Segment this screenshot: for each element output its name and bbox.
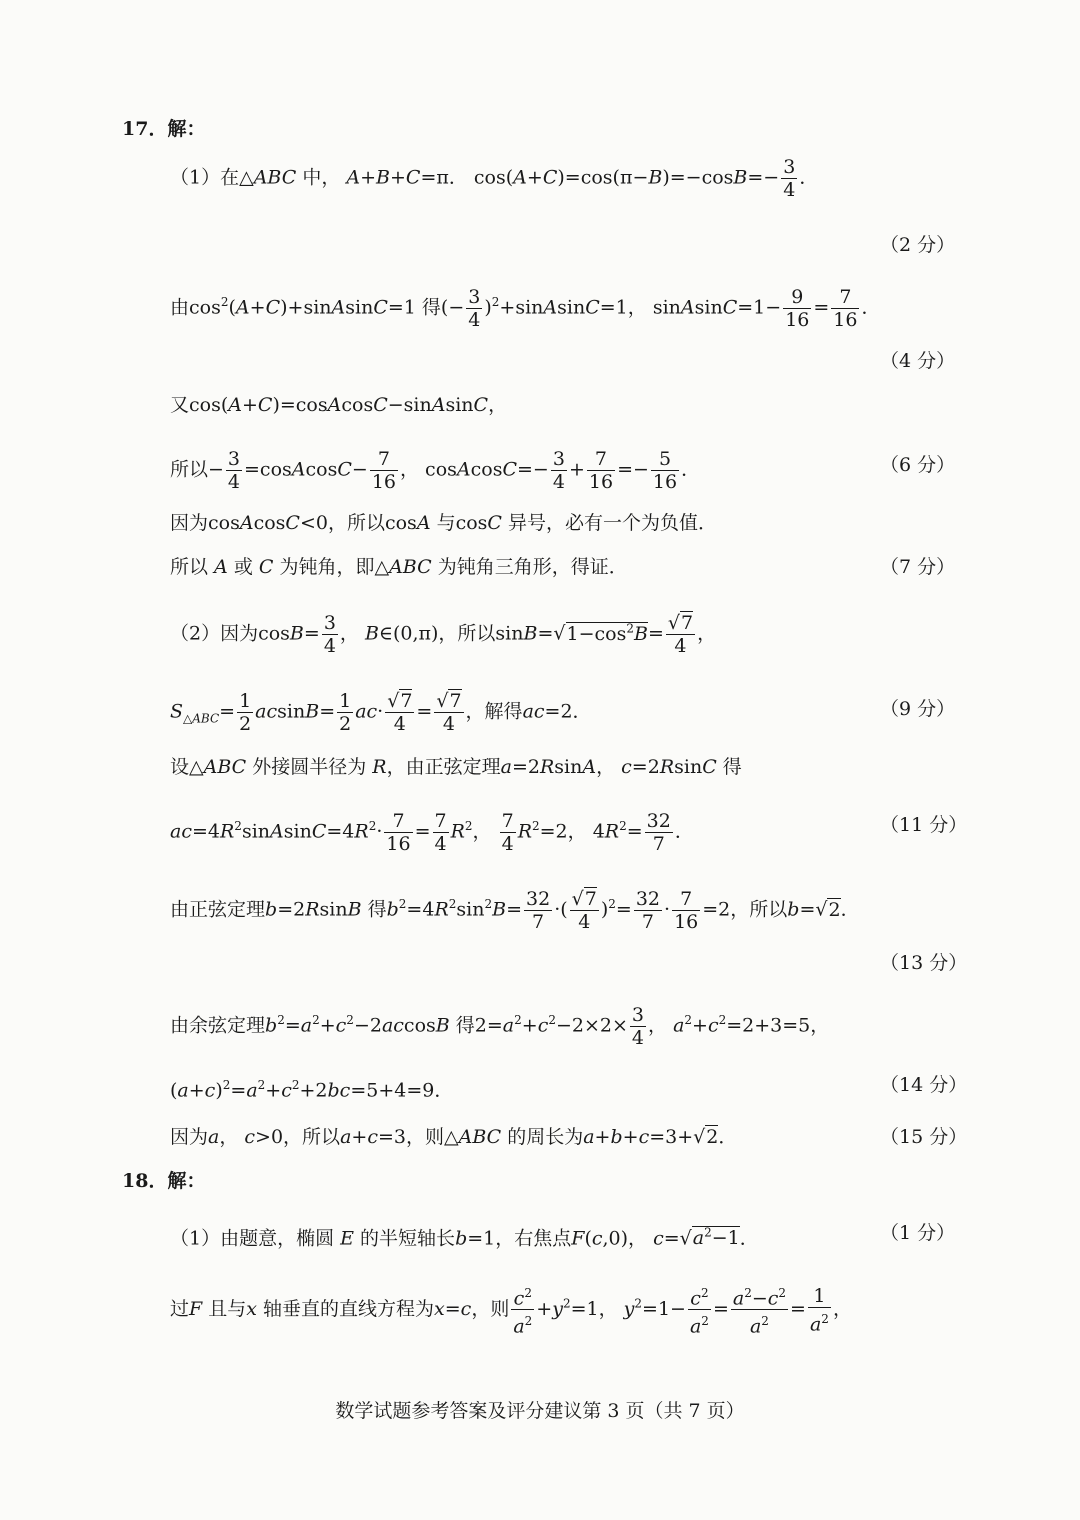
- p17-line-14: 因为a， c>0，所以a+c=3，则△ABC 的周长为a+b+c=3+√2．: [170, 1126, 738, 1148]
- p17-line-10: $ac=4R^2sinAsinC=4R^2\cdot$ $\frac{7}{16}$ = $\frac{7}{4}$ $R^2$， $\frac{7}{4}$ $R^2=2$， $4R^2=$ $\frac{32}{7}$ ．: [170, 810, 694, 855]
- p17-line-8: $S_{\triangle ABC}=$ $\frac{1}{2}$ acsinB= $\frac{1}{2}$ ac· $\frac{√7}{4}$ = $\frac{√7}{4}$ ，解得ac=2．: [170, 690, 592, 735]
- p17-score-7: （13 分）: [880, 952, 968, 974]
- p17-score-5: （9 分）: [880, 698, 956, 720]
- problem-17-heading: 17．解：: [122, 118, 206, 140]
- p18-line-1: （1）由题意，椭圆 E 的半短轴长b=1，右焦点F(c,0)， $c=√a^2-1$．: [170, 1226, 759, 1250]
- p17-line-4: 所以− $\frac{3}{4}$ =cosAcosC− $\frac{7}{16}$ ， cosAcosC=− $\frac{3}{4}$ + $\frac{7}{16}$ =− $\frac{5}{16}$ ．: [170, 448, 701, 493]
- p17-score-2: （4 分）: [880, 350, 956, 372]
- p17-line-13: $(a+c)^2=a^2+c^2+2bc=5+4=9$．: [170, 1078, 454, 1102]
- p17-line-3: 又cos(A+C)=cosAcosC−sinAsinC，: [170, 394, 508, 416]
- problem-18-heading: 18．解：: [122, 1170, 206, 1192]
- p17-score-9: （15 分）: [880, 1126, 968, 1148]
- p17-score-1: （2 分）: [880, 234, 956, 256]
- p17-line-9: 设△ABC 外接圆半径为 R，由正弦定理a=2RsinA， c=2RsinC 得: [170, 756, 742, 778]
- p17-score-6: （11 分）: [880, 814, 968, 836]
- page-footer: 数学试题参考答案及评分建议第 3 页（共 7 页）: [335, 1400, 745, 1422]
- p17-line-2: 由$\cos^2(A+C)+sinAsinC=1$ 得(− $\frac{3}{4}$ )$^2$+sinAsinC=1， sinAsinC=1− $\frac{9}{16}$ = $\frac{7}{16}$ ．: [170, 286, 881, 331]
- p17-score-4: （7 分）: [880, 556, 956, 578]
- p17-line-1: （1）在△ABC 中， A+B+C=π． cos(A+C)=cos(π−B)=−cosB=− $\frac{3}{4}$ ．: [170, 156, 819, 201]
- p17-score-8: （14 分）: [880, 1074, 968, 1096]
- p17-line-7: （2）因为cosB= $\frac{3}{4}$ ， B∈(0,π)，所以$\sin B=√1-\cos^2B=$ $\frac{√7}{4}$ ，: [170, 612, 717, 657]
- p17-line-11: 由正弦定理b=2RsinB 得$b^2=4R^2\sin^2B=$ $\frac{32}{7}$ ·( $\frac{√7}{4}$ )$^2$= $\frac{32}{7}$ · $\frac{7}{16}$ =2，所以b=√2．: [170, 888, 860, 933]
- p17-line-6: 所以 A 或 C 为钝角，即△ABC 为钝角三角形，得证．: [170, 556, 628, 578]
- p17-line-12: 由余弦定理$b^2=a^2+c^2-2accosB$ 得$2=a^2+c^2-2\times 2\times$ $\frac{3}{4}$ ， $a^2+c^2=2+3=5$，: [170, 1004, 830, 1049]
- p18-line-2: 过F 且与x 轴垂直的直线方程为x=c，则 $\frac{c^2}{a^2}$ $+y^2=1$， $y^2=1-$ $\frac{c^2}{a^2}$ = $\frac{a^2-c^2}{a^2}$ = $\frac{1}{a^2}$ ，: [170, 1282, 852, 1338]
- p17-score-3: （6 分）: [880, 454, 956, 476]
- p18-score-1: （1 分）: [880, 1222, 956, 1244]
- p17-line-5: 因为cosAcosC<0，所以cosA 与cosC 异号，必有一个为负值．: [170, 512, 718, 534]
